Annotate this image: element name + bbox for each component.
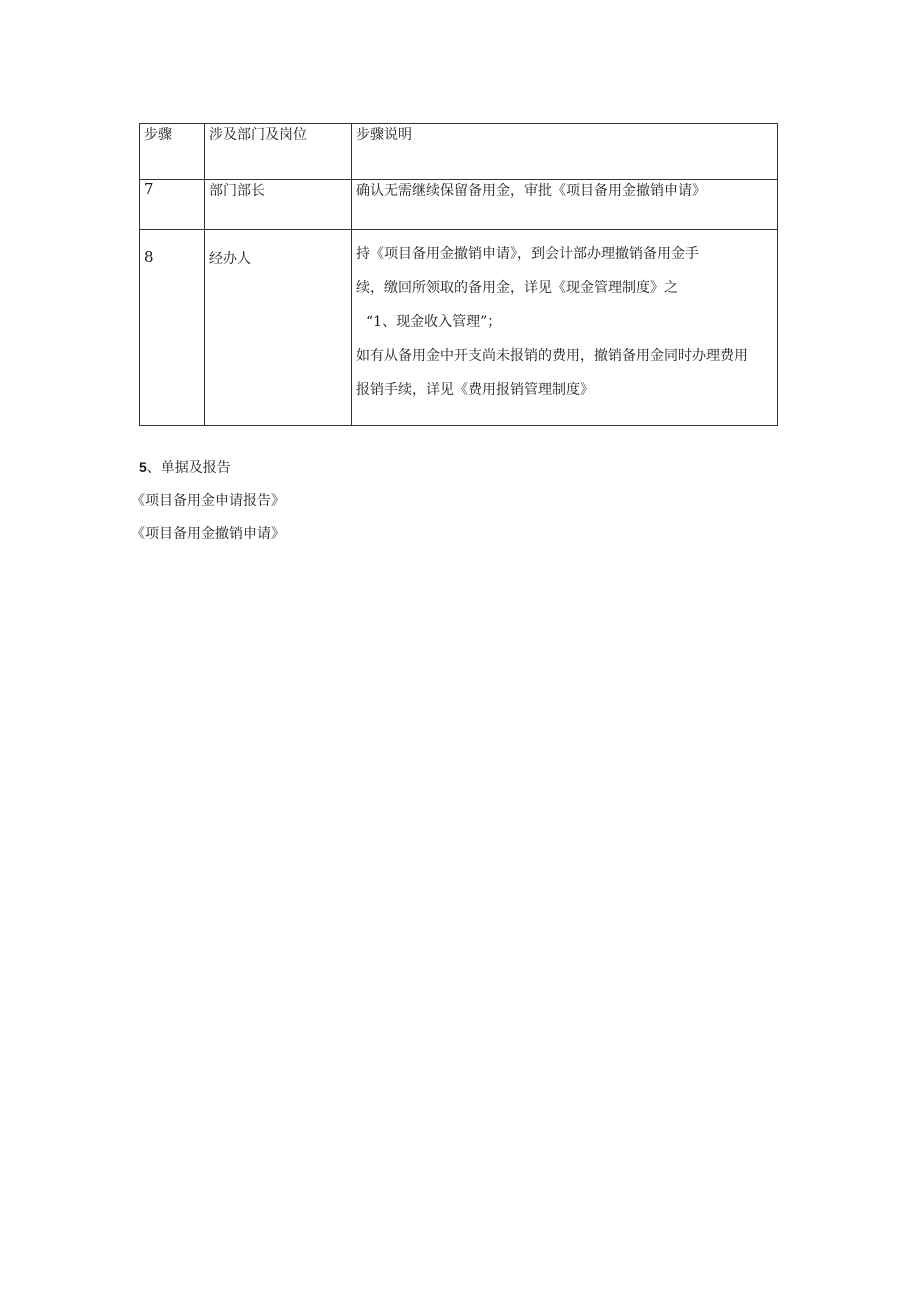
- step-dept: 部门部长: [205, 180, 352, 230]
- section-title-text: 、单据及报告: [146, 460, 231, 476]
- desc-line: 持《项目备用金撤销申请》，到会计部办理撤销备用金手: [356, 246, 699, 262]
- desc-line: 报销手续，详见《费用报销管理制度》: [356, 382, 594, 398]
- desc-line: 续，缴回所领取的备用金，详见《现金管理制度》之: [356, 280, 678, 296]
- list-item: 《项目备用金申请报告》: [131, 493, 285, 509]
- header-desc: 步骤说明: [352, 124, 778, 180]
- table-row: [140, 230, 778, 426]
- list-item: 《项目备用金撤销申请》: [131, 526, 285, 542]
- desc-line: 如有从备用金中开支尚未报销的费用，撤销备用金同时办理费用: [356, 348, 748, 364]
- step-number: 8: [140, 230, 205, 426]
- header-step: 步骤: [140, 124, 205, 180]
- desc-line: 确认无需继续保留备用金，审批《项目备用金撤销申请》: [356, 183, 706, 199]
- section-number: 5: [139, 459, 147, 475]
- table-row: [140, 180, 778, 230]
- steps-table: [139, 123, 778, 426]
- step-dept: 经办人: [205, 230, 352, 426]
- header-dept: 涉及部门及岗位: [205, 124, 352, 180]
- step-desc: [352, 180, 778, 230]
- section-heading: [139, 457, 231, 477]
- step-desc: [352, 230, 778, 426]
- step-number: 7: [140, 180, 205, 230]
- desc-line: “1、现金收入管理”；: [366, 314, 502, 330]
- table-header-row: [140, 124, 778, 180]
